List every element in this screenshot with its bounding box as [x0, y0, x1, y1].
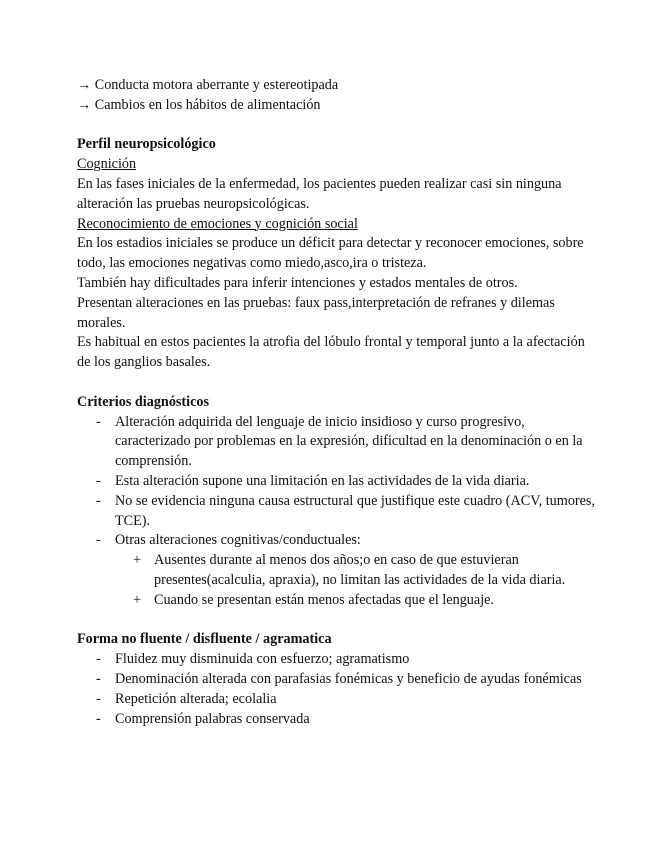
spacer [77, 373, 597, 393]
dash-bullet: - [96, 670, 101, 687]
subheading-cognicion: Cognición [77, 156, 137, 173]
intro-line: → Conducta motora aberrante y estereotipada [77, 77, 339, 93]
list-item-text: No se evidencia ninguna causa estructural que justifique este cuadro (ACV, tumores, TCE). [115, 492, 595, 529]
paragraph-reconocimiento: Presentan alteraciones en las pruebas: faux pass,interpretación de refranes y dilemas morales. [77, 294, 555, 331]
spacer [77, 611, 597, 631]
paragraph-cognicion: En las fases iniciales de la enfermedad, los pacientes pueden realizar casi sin ninguna alteración las pruebas neuropsicológicas. [77, 175, 562, 212]
sub-list-item-text: Cuando se presentan están menos afectadas que el lenguaje. [154, 591, 494, 608]
subheading-reconocimiento: Reconocimiento de emociones y cognición social [77, 215, 358, 232]
list-item-text: Esta alteración supone una limitación en las actividades de la vida diaria. [115, 472, 530, 489]
list-item-text: Repetición alterada; ecolalia [115, 690, 277, 707]
sub-list [115, 551, 597, 610]
list-item-text: Fluidez muy disminuida con esfuerzo; agramatismo [115, 651, 410, 668]
paragraph-reconocimiento: Es habitual en estos pacientes la atrofia del lóbulo frontal y temporal junto a la afectación de los ganglios basales. [77, 334, 585, 371]
dash-bullet: - [96, 532, 101, 549]
section-heading-criterios: Criterios diagnósticos [77, 393, 210, 410]
dash-bullet: - [96, 710, 101, 727]
dash-bullet: - [96, 472, 101, 489]
list-item-text: Comprensión palabras conservada [115, 710, 310, 727]
dash-bullet: - [96, 651, 101, 668]
paragraph-reconocimiento: En los estadios iniciales se produce un déficit para detectar y reconocer emociones, sobre todo, las emociones negativas como miedo,asco,ira o tristeza. [77, 235, 584, 272]
plus-bullet: + [133, 591, 142, 608]
paragraph-reconocimiento: También hay dificultades para inferir intenciones y estados mentales de otros. [77, 274, 518, 291]
list-item [77, 492, 597, 532]
dash-bullet: - [96, 492, 101, 509]
list-item [77, 472, 597, 492]
sub-list-item [115, 551, 597, 591]
list-item [77, 670, 597, 690]
list-item-text: Denominación alterada con parafasias fonémicas y beneficio de ayudas fonémicas [115, 670, 582, 687]
sub-list-item [115, 591, 597, 611]
criterios-list [77, 413, 597, 611]
dash-bullet: - [96, 413, 101, 430]
document-page [77, 76, 597, 729]
list-item [77, 650, 597, 670]
section-heading-forma: Forma no fluente / disfluente / agramatica [77, 631, 332, 648]
list-item [77, 710, 597, 730]
intro-line: → Cambios en los hábitos de alimentación [77, 96, 321, 113]
dash-bullet: - [96, 690, 101, 707]
list-item-text: Alteración adquirida del lenguaje de inicio insidioso y curso progresivo, caracterizado por problemas en la expresión, dificultad en la denominación o en la comprensión. [115, 413, 583, 470]
list-item [77, 413, 597, 472]
plus-bullet: + [133, 552, 142, 569]
section-heading-perfil: Perfil neuropsicológico [77, 136, 216, 153]
list-item [77, 531, 597, 610]
sub-list-item-text: Ausentes durante al menos dos años;o en caso de que estuvieran presentes(acalculia, apraxia), no limitan las actividades de la vida diaria. [154, 552, 566, 588]
spacer [77, 116, 597, 136]
list-item [77, 690, 597, 710]
forma-list [77, 650, 597, 729]
list-item-text: Otras alteraciones cognitivas/conductuales: [115, 532, 361, 549]
